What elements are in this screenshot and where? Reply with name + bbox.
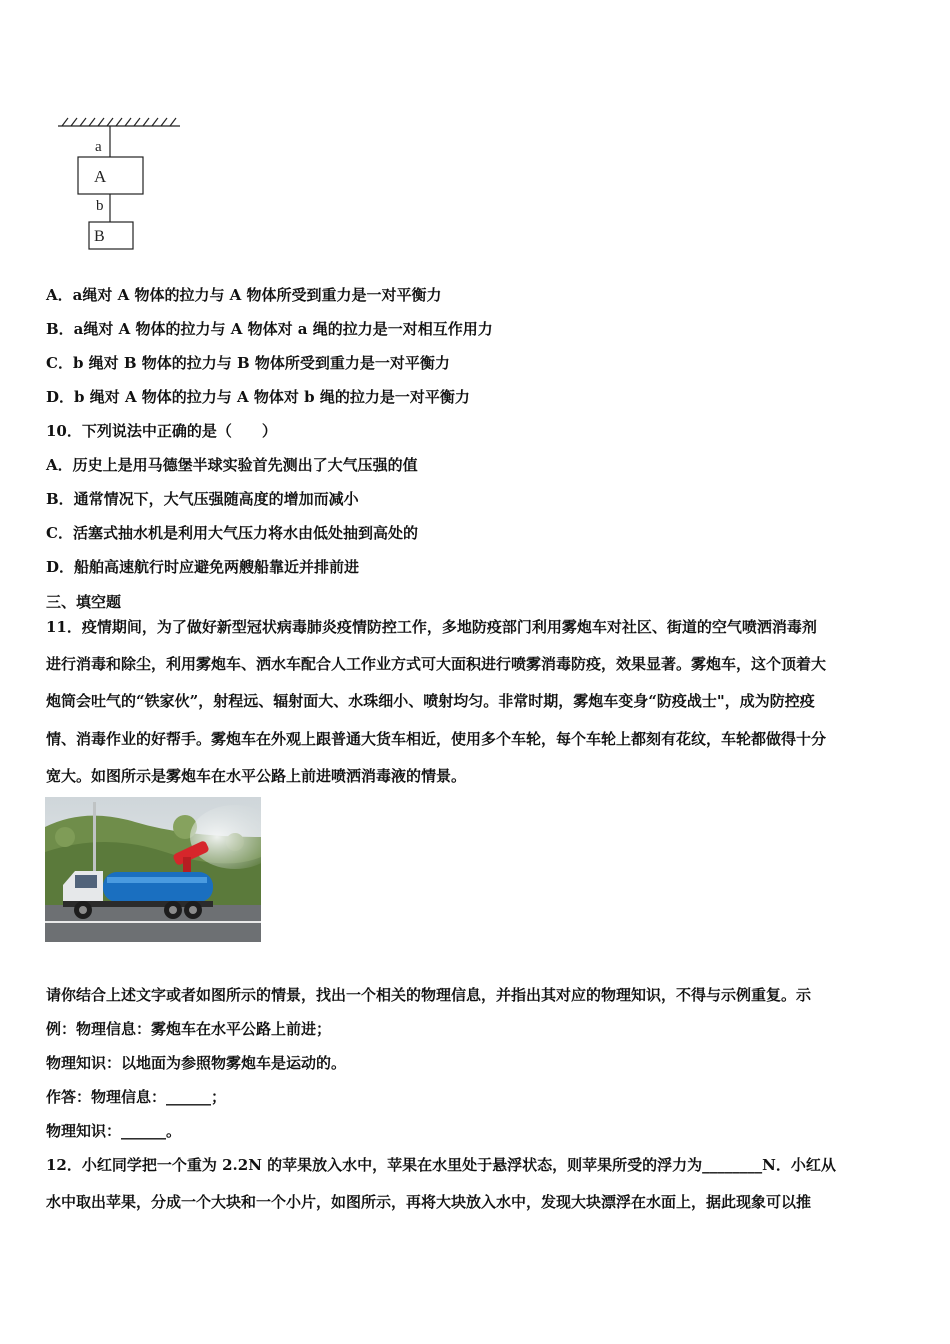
ceiling [58,118,180,126]
rope-blocks-diagram [58,112,188,254]
q11-line-2: 进行消毒和除尘，利用雾炮车、洒水车配合人工作业方式可大面积进行喷雾消毒防疫，效果显著。雾炮车，这个顶着大 [46,655,827,673]
q11-line-5: 宽大。如图所示是雾炮车在水平公路上前进喷洒消毒液的情景。 [46,767,467,785]
q11-line-3: 炮筒会吐气的“铁家伙”，射程远、辐射面大、水珠细小、喷射均匀。非常时期，雾炮车变身“防疫战士"，成为防控疫 [46,692,815,710]
q9-option-d: D．b 绳对 A 物体的拉力与 A 物体对 b 绳的拉力是一对平衡力 [46,388,470,406]
block-a-label: A [94,167,107,186]
q11-example-knowledge: 物理知识：以地面为参照物雾炮车是运动的。 [46,1054,347,1072]
q12-line-1: 12．小红同学把一个重为 2.2N 的苹果放入水中，苹果在水里处于悬浮状态，则苹果所受的浮力为________N．小红从 [46,1156,836,1174]
block-a [78,157,143,194]
q11-answer-knowledge: 物理知识：______。 [46,1122,182,1140]
q10-option-b: B．通常情况下，大气压强随高度的增加而减小 [46,490,359,508]
block-b-label: B [94,228,105,245]
q10-stem: 10．下列说法中正确的是（ ） [46,422,277,440]
q9-option-a: A．a绳对 A 物体的拉力与 A 物体所受到重力是一对平衡力 [46,286,442,304]
q9-option-c: C．b 绳对 B 物体的拉力与 B 物体所受到重力是一对平衡力 [46,354,450,372]
rope-a-label: a [95,139,102,155]
q12-line-2: 水中取出苹果，分成一个大块和一个小片，如图所示，再将大块放入水中，发现大块漂浮在水面上，据此现象可以推 [46,1193,812,1211]
q11-answer-info: 作答：物理信息：______； [46,1088,227,1106]
section-title: 三、填空题 [46,593,122,611]
q11-line-4: 情、消毒作业的好帮手。雾炮车在外观上跟普通大货车相近，使用多个车轮，每个车轮上都刻有花纹，车轮都做得十分 [46,730,827,748]
q10-option-d: D．船舶高速航行时应避免两艘船靠近并排前进 [46,558,360,576]
fog-cannon-truck-photo [45,797,261,942]
rope-b-label: b [96,198,104,214]
q9-option-b: B．a绳对 A 物体的拉力与 A 物体对 a 绳的拉力是一对相互作用力 [46,320,493,338]
q10-option-a: A．历史上是用马德堡半球实验首先测出了大气压强的值 [46,456,418,474]
q10-option-c: C．活塞式抽水机是利用大气压力将水由低处抽到高处的 [46,524,418,542]
q11-example-info: 例：物理信息：雾炮车在水平公路上前进； [46,1020,332,1038]
q11-prompt-line-1: 请你结合上述文字或者如图所示的情景，找出一个相关的物理信息，并指出其对应的物理知识，不得与示例重复。示 [46,986,812,1004]
q11-line-1: 11．疫情期间，为了做好新型冠状病毒肺炎疫情防控工作，多地防疫部门利用雾炮车对社区、街道的空气喷洒消毒剂 [46,618,817,636]
